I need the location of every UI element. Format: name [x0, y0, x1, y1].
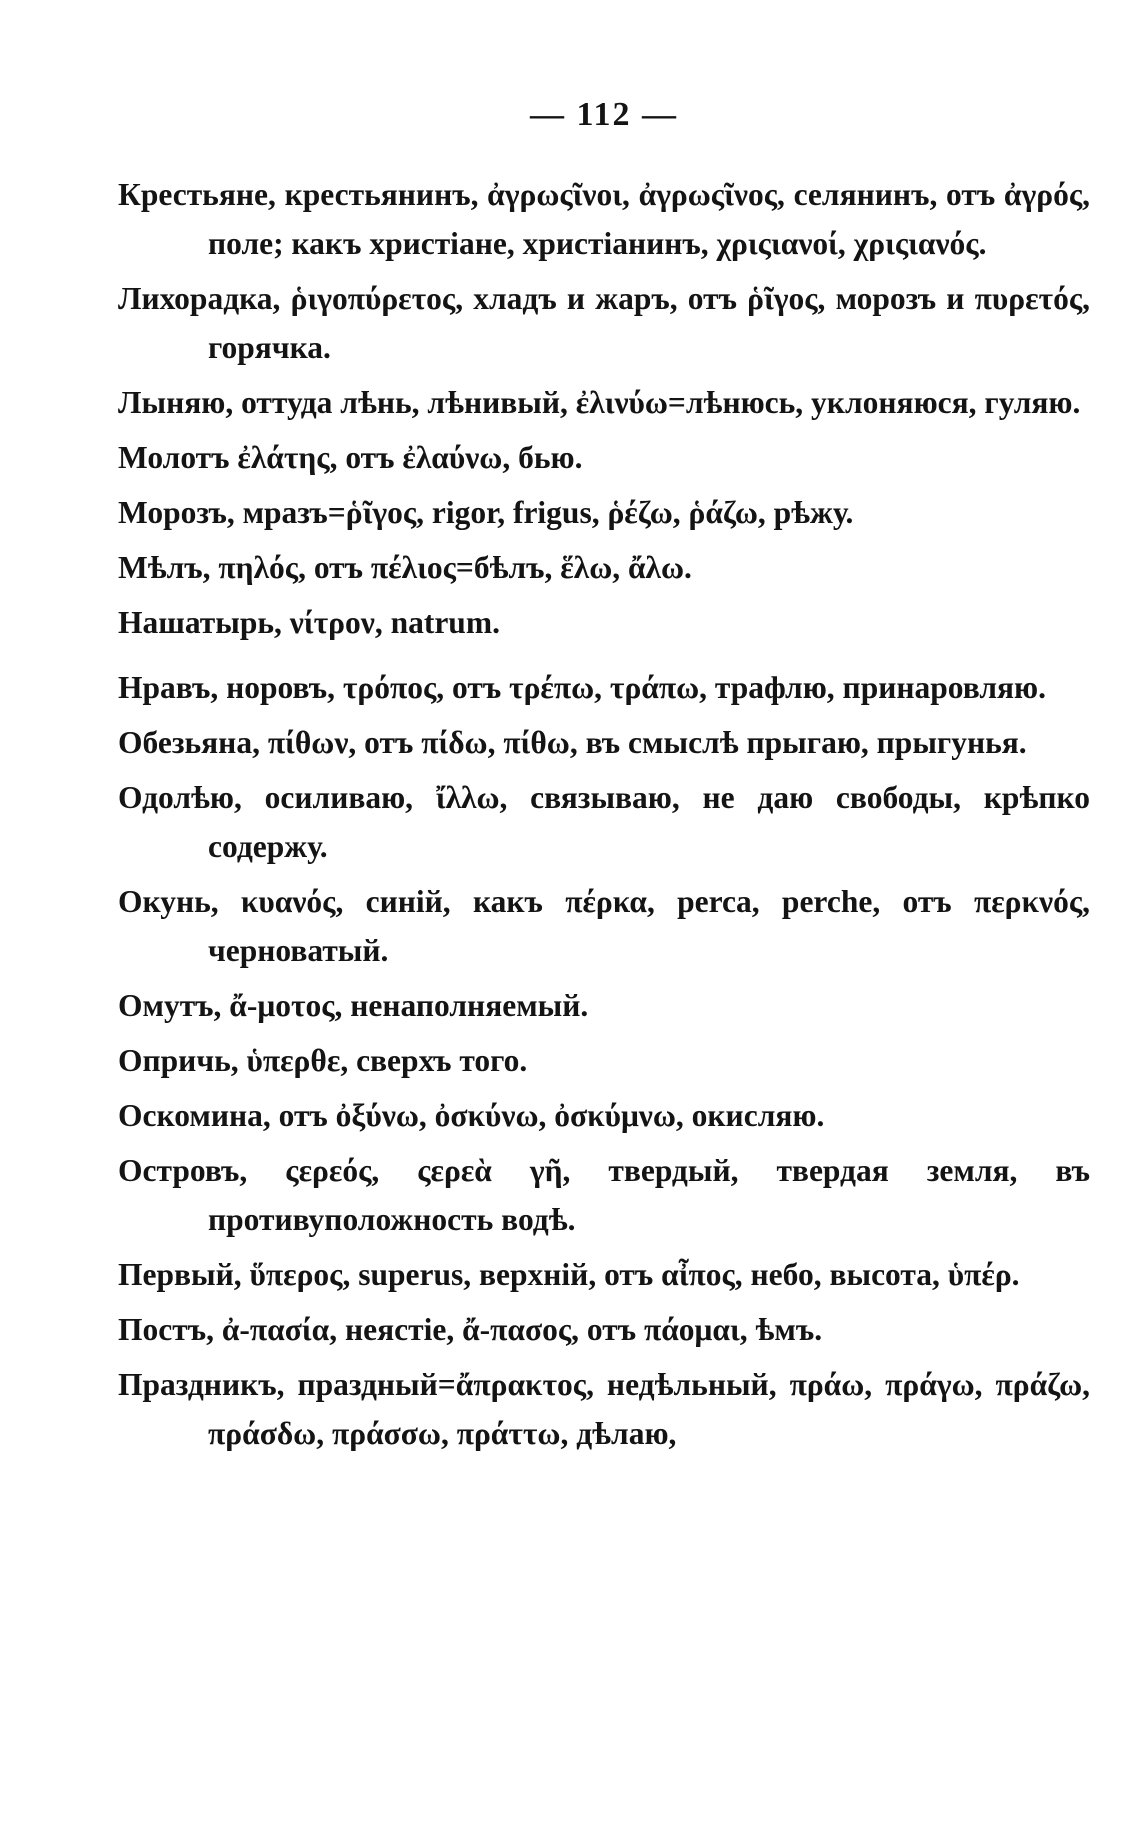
dictionary-entry: Постъ, ἀ-πασία, неястіе, ἄ-πασος, отъ πάομαι, ѣмъ.: [118, 1312, 823, 1347]
dictionary-entry: Обезьяна, πίθων, отъ πίδω, πίθω, въ смыслѣ прыгаю, прыгунья.: [118, 725, 1027, 760]
page-number: — 112 —: [529, 96, 679, 133]
dictionary-entry: Опричь, ὑπερθε, сверхъ того.: [118, 1043, 528, 1078]
dictionary-entry: Морозъ, мразъ=ῥῖγος, rigor, frigus, ῥέζω, ῥάζω, рѣжу.: [118, 495, 854, 530]
dictionary-entries: [118, 170, 1090, 1458]
dictionary-entry: Окунь, κυανός, синій, какъ πέρκα, perca, perche, отъ περκνός, черноватый.: [118, 884, 1090, 968]
dictionary-entry: Первый, ὕπερος, superus, верхній, отъ αἶπος, небо, высота, ὑπέρ.: [118, 1257, 1020, 1292]
dictionary-entry: Крестьяне, крестьянинъ, ἀγρωςῖνοι, ἀγρωςῖνος, селянинъ, отъ ἀγρός, поле; какъ христіане, христіанинъ, χριςιανοί, χριςιανός.: [118, 177, 1090, 261]
dictionary-entry: Мѣлъ, πηλός, отъ πέλιος=бѣлъ, ἕλω, ἄλω.: [118, 550, 692, 585]
dictionary-entry: Лыняю, оттуда лѣнь, лѣнивый, ἐλινύω=лѣнюсь, уклоняюся, гуляю.: [118, 385, 1081, 420]
dictionary-entry: Одолѣю, осиливаю, ἴλλω, связываю, не даю свободы, крѣпко содержу.: [118, 780, 1090, 864]
dictionary-entry: Оскомина, отъ ὀξύνω, ὀσκύνω, ὀσκύμνω, окисляю.: [118, 1098, 825, 1133]
dictionary-entry: Нравъ, норовъ, τρόπος, отъ τρέπω, τράπω, трафлю, принаровляю.: [118, 670, 1047, 705]
dictionary-entry: Лихорадка, ῥιγοπύρετος, хладъ и жаръ, отъ ῥῖγος, морозъ и πυρετός, горячка.: [118, 281, 1090, 365]
dictionary-entry: Омутъ, ἄ-μοτος, ненаполняемый.: [118, 988, 589, 1023]
dictionary-entry: Нашатырь, νίτρον, natrum.: [118, 605, 500, 640]
book-page: [118, 96, 1090, 1464]
dictionary-entry: Островъ, ςερεός, ςερεὰ γῆ, твердый, твердая земля, въ противуположность водѣ.: [118, 1153, 1090, 1237]
dictionary-entry: Праздникъ, праздный=ἄπρακτος, недѣльный, πράω, πράγω, πράζω, πράσδω, πράσσω, πράττω, дѣлаю,: [118, 1367, 1090, 1451]
dictionary-entry: Молотъ ἐλάτης, отъ ἐλαύνω, бью.: [118, 440, 583, 475]
